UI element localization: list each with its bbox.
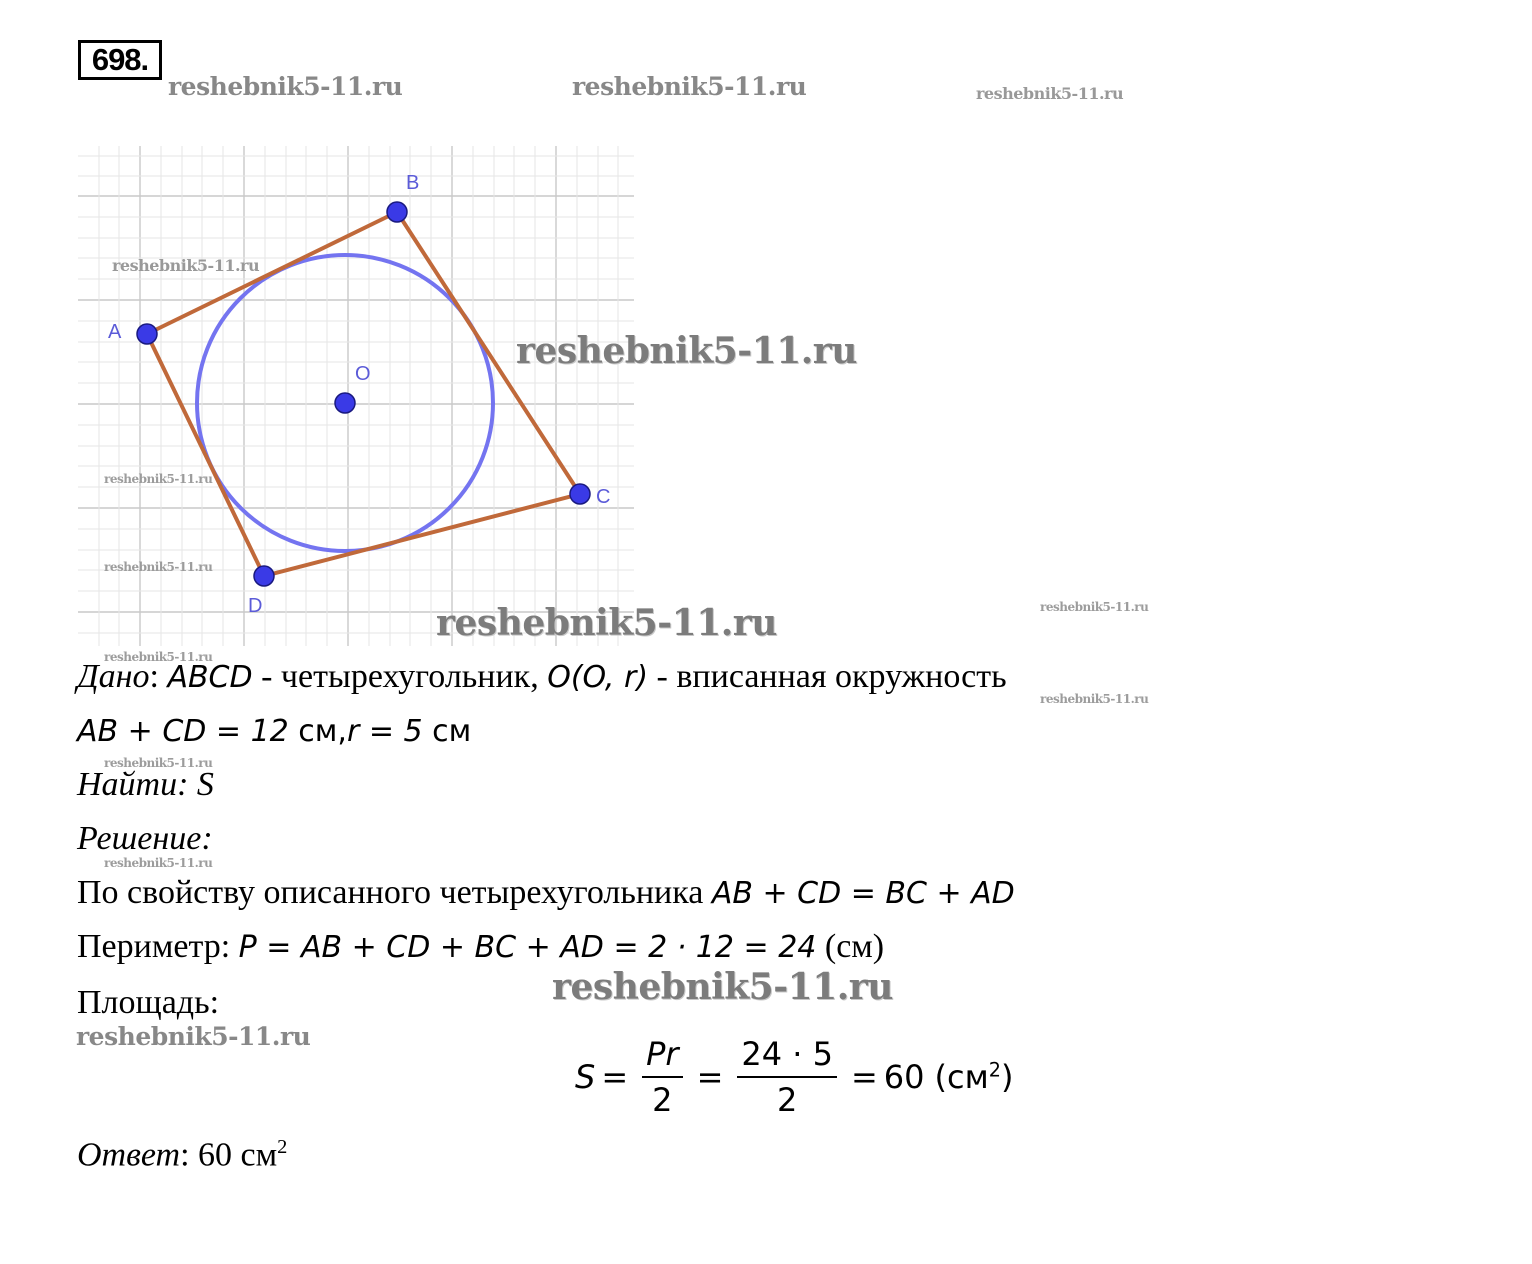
watermark: reshebnik5-11.ru (104, 756, 213, 770)
watermark: reshebnik5-11.ru (572, 72, 807, 101)
label-d: D (248, 595, 263, 617)
point-b (387, 202, 407, 222)
watermark: reshebnik5-11.ru (1040, 600, 1149, 614)
answer-colon: : (180, 1136, 190, 1174)
watermark: reshebnik5-11.ru (976, 84, 1124, 103)
given-text-1: - четырехугольник, (252, 658, 548, 695)
fraction-1-denominator: 2 (652, 1081, 673, 1119)
fraction-2-numerator: 24 · 5 (737, 1032, 837, 1078)
radius-unit: см (422, 714, 472, 749)
condition-unit: см, (288, 714, 347, 749)
formula-unit: $(см^2)$ (934, 1058, 1014, 1096)
label-a: A (108, 321, 122, 343)
point-a (137, 324, 157, 344)
area-formula (575, 1032, 1013, 1122)
given-line (77, 658, 1007, 696)
equals-sign: = (601, 1058, 629, 1096)
watermark: reshebnik5-11.ru (112, 256, 260, 275)
answer-label: Ответ (77, 1136, 181, 1174)
given-circle-notation: O(O, r) (547, 660, 649, 695)
point-c (570, 484, 590, 504)
formula-result: 60 (883, 1058, 925, 1096)
perimeter-unit: (см) (816, 928, 885, 965)
label-o: O (355, 363, 371, 385)
fraction-2 (737, 1032, 837, 1122)
watermark: reshebnik5-11.ru (516, 330, 857, 372)
watermark: reshebnik5-11.ru (436, 602, 777, 644)
watermark: reshebnik5-11.ru (104, 560, 213, 574)
area-label: Площадь: (77, 984, 220, 1021)
answer-sup: 2 (277, 1136, 288, 1158)
watermark: reshebnik5-11.ru (104, 472, 213, 486)
given-label: Дано (77, 658, 150, 695)
perimeter-label: Периметр: (77, 928, 239, 965)
answer-value: 60 см (189, 1136, 278, 1174)
solution-label: Решение: (77, 820, 213, 857)
property-expression: AB + CD = BC + AD (711, 876, 1015, 911)
fraction-1-numerator: Pr (642, 1032, 682, 1078)
given-quad: ABCD (167, 660, 253, 695)
problem-number: 698. (78, 40, 162, 80)
perimeter-expression: P = AB + CD + BC + AD = 2 · 12 = 24 (238, 930, 817, 965)
watermark: reshebnik5-11.ru (168, 72, 403, 101)
watermark: reshebnik5-11.ru (552, 966, 893, 1008)
given-condition (77, 712, 471, 750)
answer-line (77, 1136, 287, 1174)
perimeter-line (77, 928, 884, 966)
watermark: reshebnik5-11.ru (1040, 692, 1149, 706)
fraction-2-denominator: 2 (777, 1081, 798, 1119)
label-b: B (406, 172, 420, 194)
label-c: C (596, 486, 611, 508)
find-line: Найти: S (77, 766, 214, 803)
property-line (77, 874, 1015, 912)
given-text-2: - вписанная окружность (648, 658, 1007, 695)
given-colon: : (149, 658, 159, 695)
condition-expression: AB + CD = 12 (77, 714, 289, 749)
equals-sign: = (850, 1058, 878, 1096)
watermark: reshebnik5-11.ru (104, 650, 213, 664)
formula-lhs: S (575, 1058, 596, 1096)
point-d (254, 566, 274, 586)
property-text: По свойству описанного четырехугольника (77, 874, 712, 911)
equals-sign: = (696, 1058, 724, 1096)
point-o (335, 393, 355, 413)
radius-expression: r = 5 (346, 714, 423, 749)
fraction-1 (642, 1032, 682, 1122)
watermark: reshebnik5-11.ru (76, 1022, 311, 1051)
watermark: reshebnik5-11.ru (104, 856, 213, 870)
